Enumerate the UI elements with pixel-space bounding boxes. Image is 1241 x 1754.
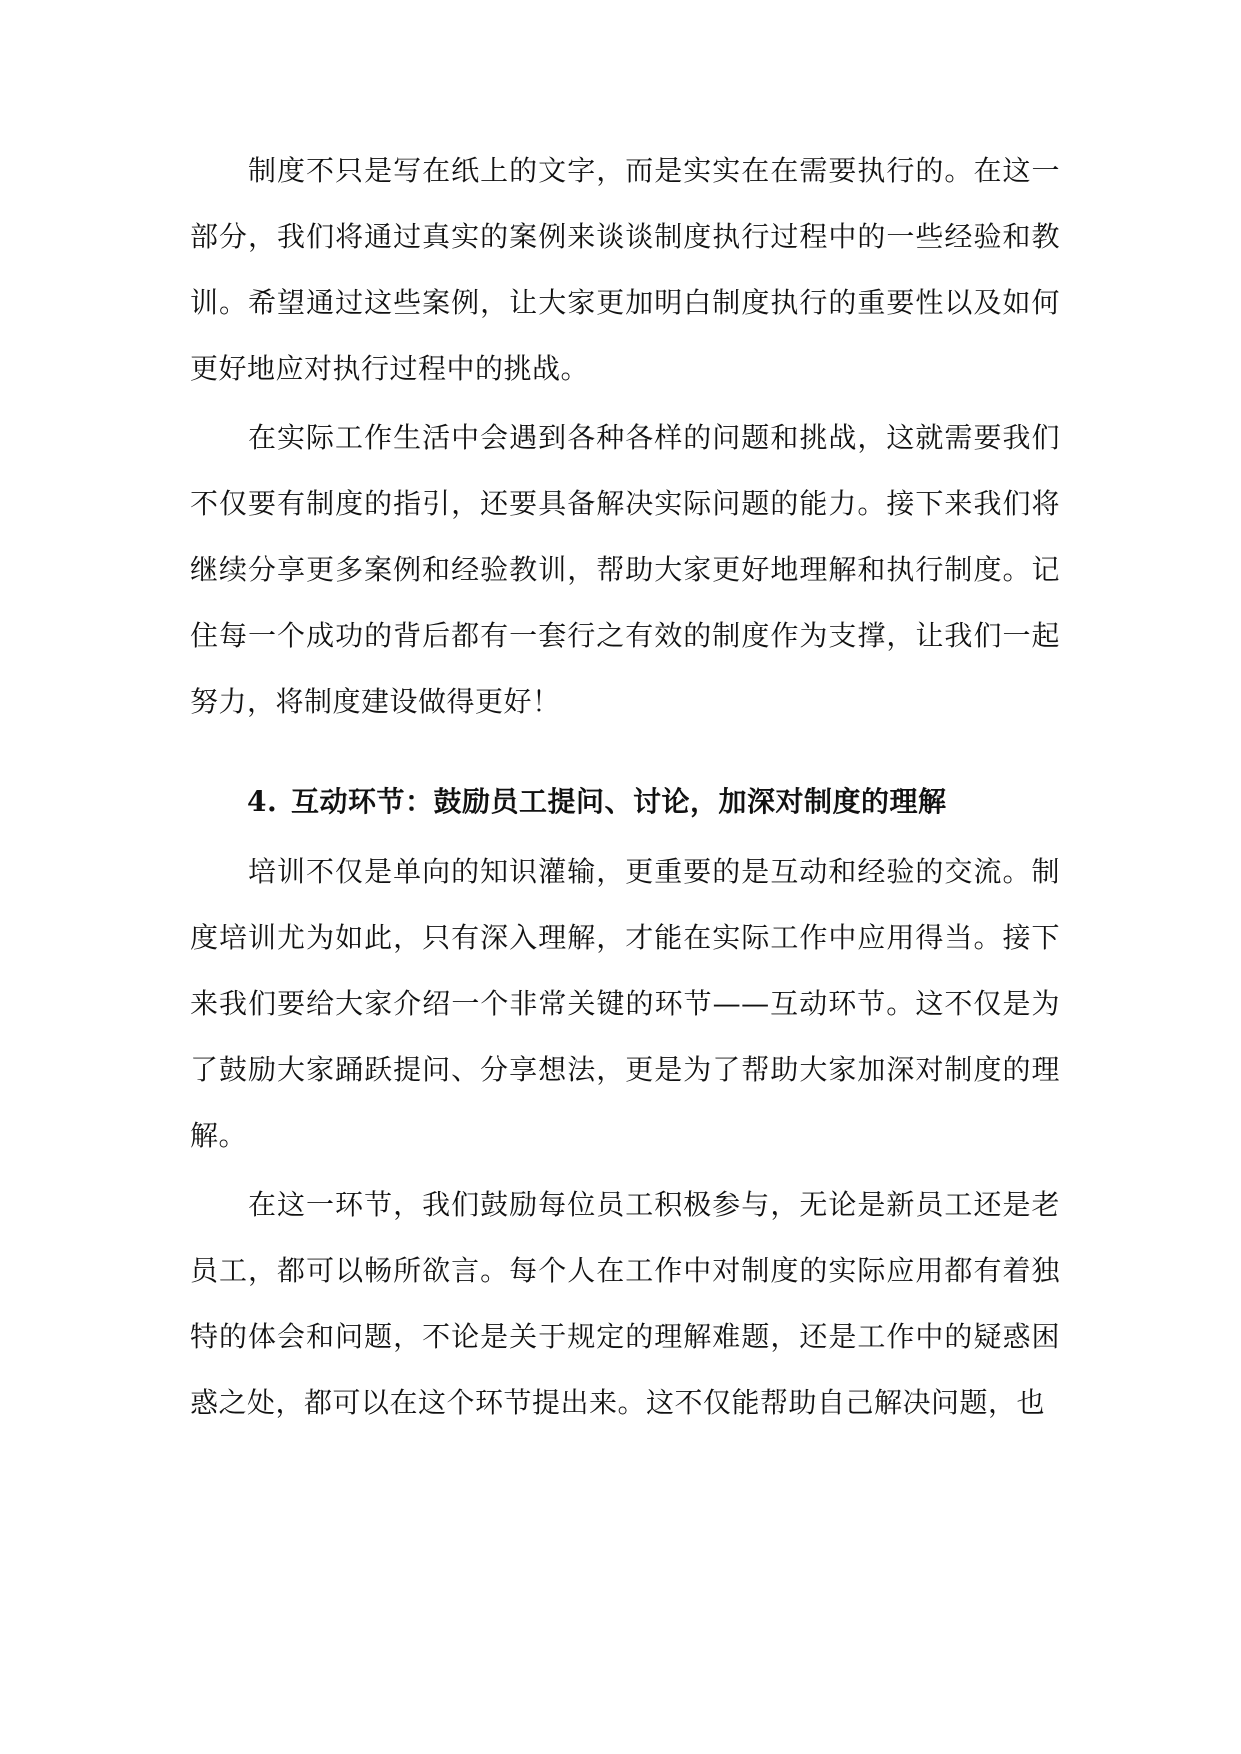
body-paragraph: 在这一环节，我们鼓励每位员工积极参与，无论是新员工还是老员工，都可以畅所欲言。每个人在工作中对制度的实际应用都有着独特的体会和问题，不论是关于规定的理解难题，还是工作中的疑惑困惑之处，都可以在这个环节提出来。这不仅能帮助自己解决问题，也 [190,1188,1060,1419]
section-heading-text: 互动环节：鼓励员工提问、讨论，加深对制度的理解 [291,785,947,818]
body-paragraph: 在实际工作生活中会遇到各种各样的问题和挑战，这就需要我们不仅要有制度的指引，还要具备解决实际问题的能力。接下来我们将继续分享更多案例和经验教训，帮助大家更好地理解和执行制度。记住每一个成功的背后都有一套行之有效的制度作为支撑，让我们一起努力，将制度建设做得更好！ [190,421,1060,718]
body-paragraph: 培训不仅是单向的知识灌输，更重要的是互动和经验的交流。制度培训尤为如此，只有深入理解，才能在实际工作中应用得当。接下来我们要给大家介绍一个非常关键的环节——互动环节。这不仅是为了鼓励大家踊跃提问、分享想法，更是为了帮助大家加深对制度的理解。 [190,855,1060,1152]
section-heading [190,769,1060,835]
body-paragraph: 制度不只是写在纸上的文字，而是实实在在需要执行的。在这一部分，我们将通过真实的案例来谈谈制度执行过程中的一些经验和教训。希望通过这些案例，让大家更加明白制度执行的重要性以及如何更好地应对执行过程中的挑战。 [190,154,1060,385]
document-body [190,138,1060,1436]
section-heading-number: 4. [247,785,278,818]
